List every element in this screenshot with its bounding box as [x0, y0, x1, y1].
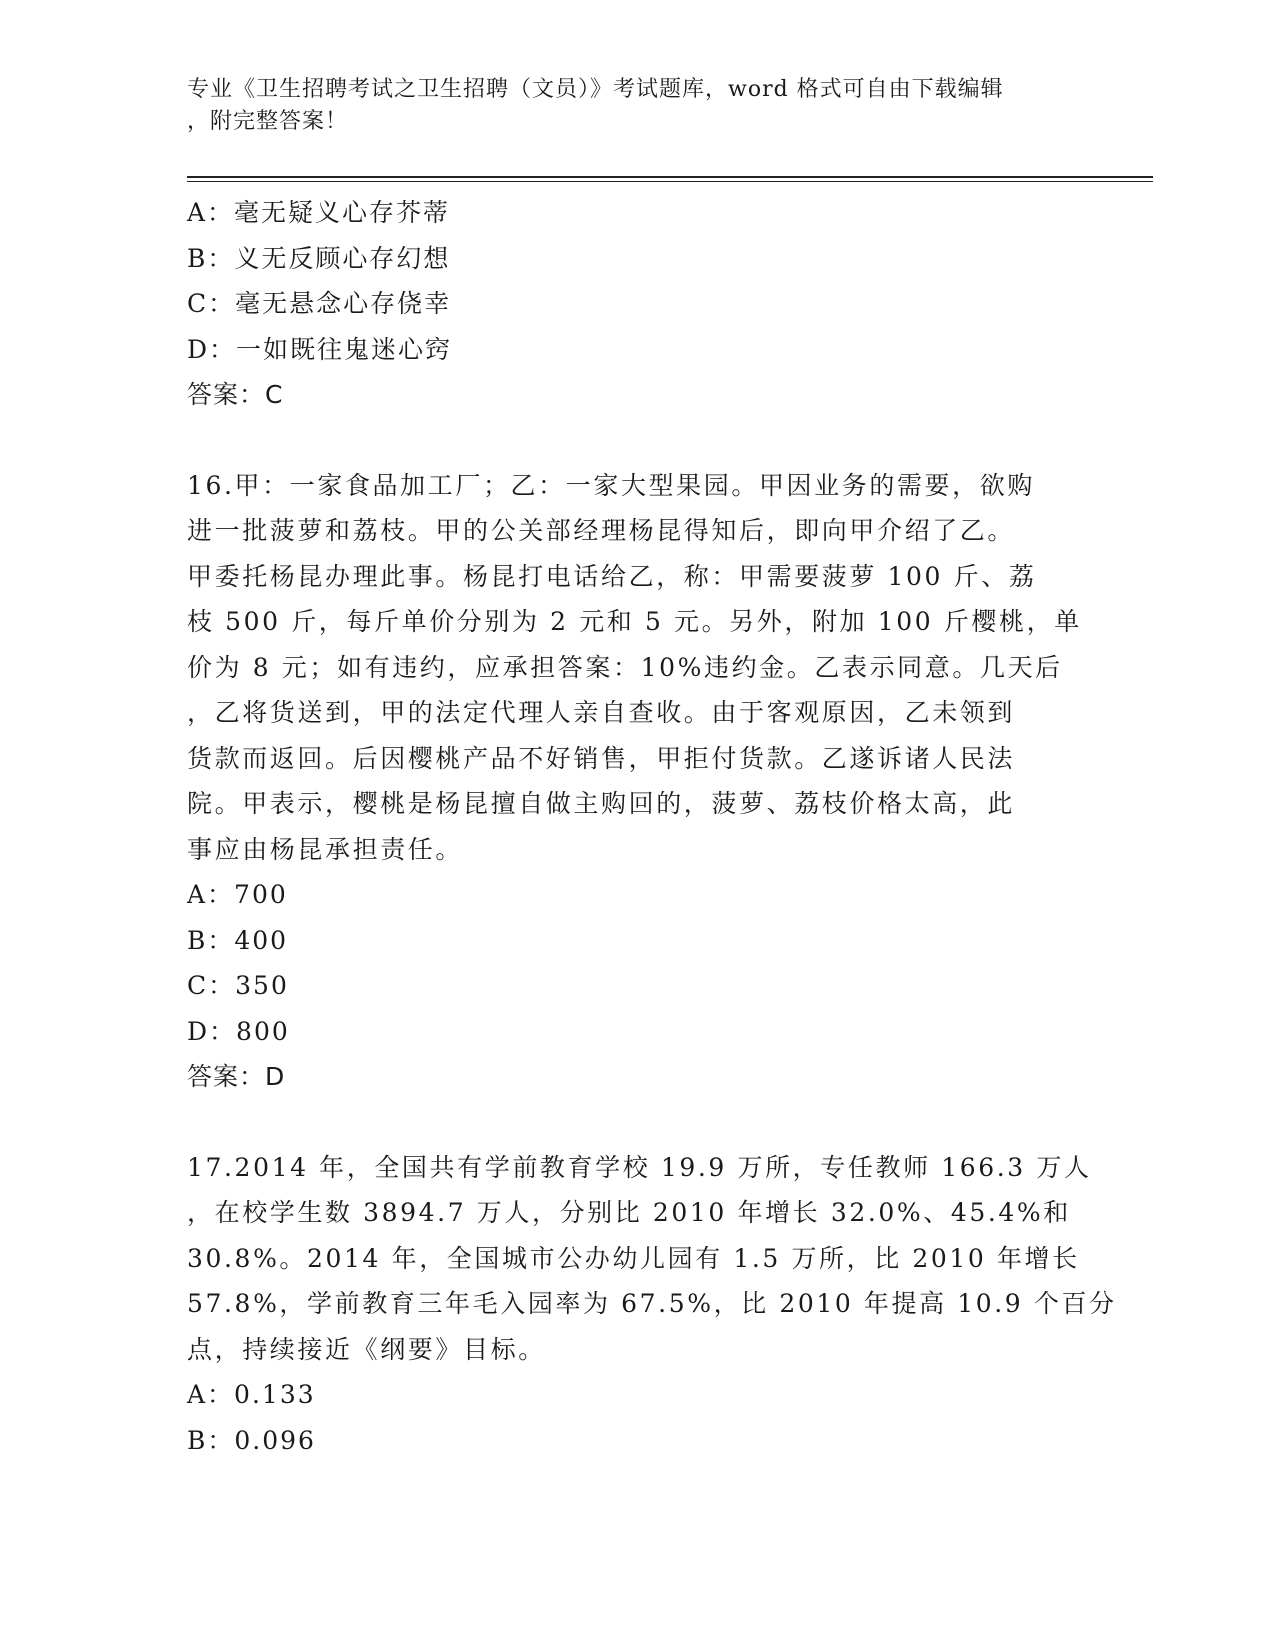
question-16: [187, 463, 1082, 1100]
answer-line: 答案：C: [187, 380, 284, 409]
stem-line: 进一批菠萝和荔枝。甲的公关部经理杨昆得知后，即向甲介绍了乙。: [187, 516, 1016, 545]
stem-line: 枝 500 斤，每斤单价分别为 2 元和 5 元。另外，附加 100 斤樱桃，单: [187, 607, 1082, 636]
stem-line: ，在校学生数 3894.7 万人，分别比 2010 年增长 32.0%、45.4%和: [187, 1198, 1071, 1227]
option-d: D：800: [187, 1016, 290, 1046]
question-17: [187, 1145, 1117, 1464]
stem-line: 30.8%。2014 年，全国城市公办幼儿园有 1.5 万所，比 2010 年增长: [187, 1243, 1080, 1273]
header-divider: [187, 176, 1153, 178]
stem-line: 57.8%，学前教育三年毛入园率为 67.5%，比 2010 年提高 10.9 个百分: [187, 1289, 1117, 1318]
spacer: [187, 418, 1067, 463]
option-a: A：700: [187, 880, 288, 909]
stem-line: 事应由杨昆承担责任。: [187, 834, 464, 864]
option-b: B：义无反顾心存幻想: [187, 243, 451, 273]
header-line-1: 专业《卫生招聘考试之卫生招聘（文员）》考试题库，word 格式可自由下载编辑: [187, 77, 1004, 102]
option-c: C：毫无悬念心存侥幸: [187, 289, 452, 318]
answer-line: 答案：D: [187, 1062, 286, 1091]
option-c: C：350: [187, 971, 289, 1000]
header-line-2: ，附完整答案！: [187, 109, 349, 134]
question-15: [187, 190, 1067, 418]
stem-line: 甲委托杨昆办理此事。杨昆打电话给乙，称：甲需要菠萝 100 斤、荔: [187, 561, 1037, 591]
option-d: D：一如既往鬼迷心窍: [187, 334, 453, 364]
option-b: B：0.096: [187, 1425, 316, 1455]
option-b: B：400: [187, 925, 289, 955]
page-header: [187, 74, 1067, 138]
stem-line: 点，持续接近《纲要》目标。: [187, 1334, 546, 1364]
option-a: A：毫无疑义心存芥蒂: [187, 198, 451, 227]
stem-line: 院。甲表示，樱桃是杨昆擅自做主购回的，菠萝、荔枝价格太高，此: [187, 789, 1016, 818]
document-body: [187, 190, 1117, 1463]
stem-line: 16.甲：一家食品加工厂；乙：一家大型果园。甲因业务的需要，欲购: [187, 470, 1035, 500]
stem-line: 货款而返回。后因樱桃产品不好销售，甲拒付货款。乙遂诉诸人民法: [187, 743, 1016, 773]
header-divider-thin: [187, 181, 1153, 182]
spacer: [187, 1100, 1067, 1145]
stem-line: 价为 8 元；如有违约，应承担答案：10%违约金。乙表示同意。几天后: [187, 652, 1063, 682]
question-stem: [187, 1145, 1117, 1373]
option-a: A：0.133: [187, 1380, 316, 1409]
stem-line: 17.2014 年，全国共有学前教育学校 19.9 万所，专任教师 166.3 万人: [187, 1152, 1092, 1182]
stem-line: ，乙将货送到，甲的法定代理人亲自查收。由于客观原因，乙未领到: [187, 698, 1016, 727]
question-stem: [187, 463, 1082, 873]
